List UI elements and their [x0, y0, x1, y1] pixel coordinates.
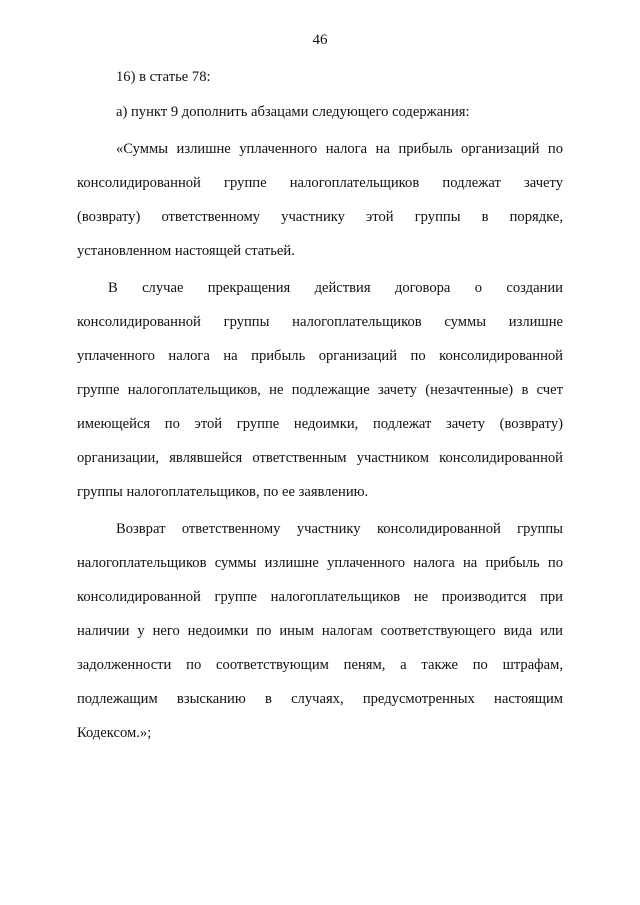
paragraph-2-line-2: консолидированной группы налогоплательщиков суммы излишне — [77, 314, 563, 330]
paragraph-3-line-1: Возврат ответственному участнику консолидированной группы — [116, 521, 563, 537]
paragraph-2-line-1: В случае прекращения действия договора о создании — [108, 280, 563, 296]
paragraph-2-line-7: группы налогоплательщиков, по ее заявлению. — [77, 484, 369, 500]
paragraph-1-line-1: «Суммы излишне уплаченного налога на прибыль организаций по — [116, 141, 563, 157]
paragraph-2-line-4: группе налогоплательщиков, не подлежащие зачету (незачтенные) в счет — [77, 382, 563, 398]
paragraph-1-line-2: консолидированной группе налогоплательщиков подлежат зачету — [77, 175, 563, 191]
paragraph-3-line-6: подлежащим взысканию в случаях, предусмотренных настоящим — [77, 691, 563, 707]
paragraph-2-line-6: организации, являвшейся ответственным участником консолидированной — [77, 450, 563, 466]
paragraph-3-line-7: Кодексом.»; — [77, 725, 152, 741]
paragraph-1-line-3: (возврату) ответственному участнику этой группы в порядке, — [77, 209, 563, 225]
amendment-subitem-a: а) пункт 9 дополнить абзацами следующего содержания: — [116, 104, 470, 120]
paragraph-3-line-3: консолидированной группе налогоплательщиков не производится при — [77, 589, 563, 605]
paragraph-2-line-5: имеющейся по этой группе недоимки, подлежат зачету (возврату) — [77, 416, 563, 432]
paragraph-3-line-4: наличии у него недоимки по иным налогам соответствующего вида или — [77, 623, 563, 639]
paragraph-1-line-4: установленном настоящей статьей. — [77, 243, 295, 259]
paragraph-3-line-5: задолженности по соответствующим пеням, а также по штрафам, — [77, 657, 563, 673]
page-number: 46 — [312, 32, 328, 48]
paragraph-2-line-3: уплаченного налога на прибыль организаций по консолидированной — [77, 348, 563, 364]
paragraph-3-line-2: налогоплательщиков суммы излишне уплаченного налога на прибыль по — [77, 555, 563, 571]
amendment-item-16: 16) в статье 78: — [116, 69, 211, 85]
